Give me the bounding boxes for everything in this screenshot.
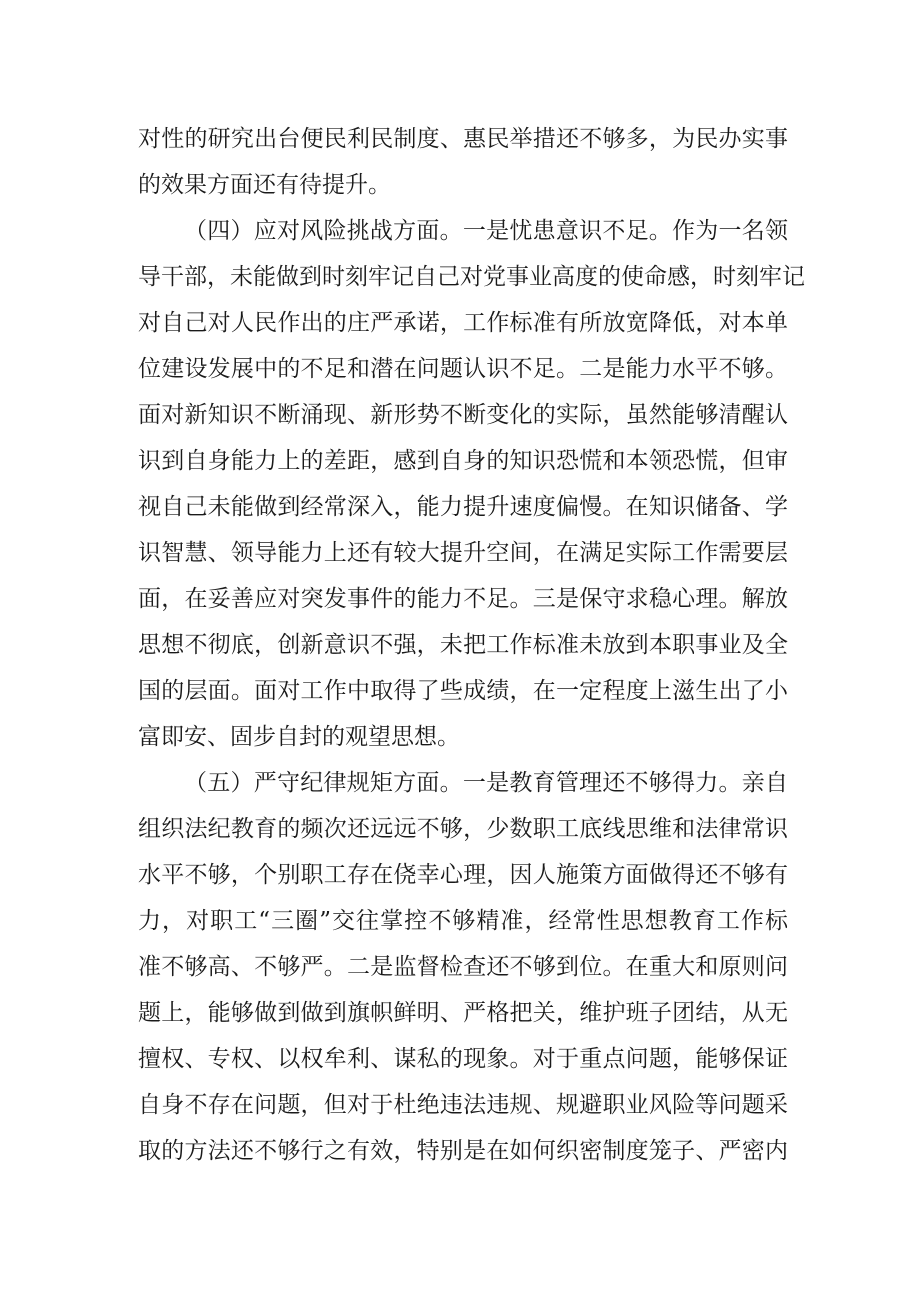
text-line: 位建设发展中的不足和潜在问题认识不足。二是能力水平不够。 bbox=[138, 356, 788, 382]
text-line: 面，在妥善应对突发事件的能力不足。三是保守求稳心理。解放 bbox=[138, 586, 788, 612]
text-line: 富即安、固步自封的观望思想。 bbox=[138, 724, 460, 750]
text-line: 题上，能够做到做到旗帜鲜明、严格把关，维护班子团结，从无 bbox=[138, 1000, 788, 1026]
text-line: 面对新知识不断涌现、新形势不断变化的实际，虽然能够清醒认 bbox=[138, 402, 788, 428]
text-line: 对性的研究出台便民利民制度、惠民举措还不够多，为民办实事 bbox=[138, 126, 788, 152]
text-line: 导干部，未能做到时刻牢记自己对党事业高度的使命感，时刻牢记 bbox=[138, 264, 805, 290]
text-line: 对自己对人民作出的庄严承诺，工作标准有所放宽降低，对本单 bbox=[138, 310, 788, 336]
text-line: 的效果方面还有待提升。 bbox=[138, 172, 391, 198]
text-line: 擅权、专权、以权牟利、谋私的现象。对于重点问题，能够保证 bbox=[138, 1046, 788, 1072]
text-line: 准不够高、不够严。二是监督检查还不够到位。在重大和原则问 bbox=[138, 954, 788, 980]
text-line: 思想不彻底，创新意识不强，未把工作标准未放到本职事业及全 bbox=[138, 632, 788, 658]
text-line: 水平不够，个别职工存在侥幸心理，因人施策方面做得还不够有 bbox=[138, 862, 788, 888]
text-line: 力，对职工“三圈”交往掌控不够精准，经常性思想教育工作标 bbox=[138, 908, 788, 934]
text-line: 视自己未能做到经常深入，能力提升速度偏慢。在知识储备、学 bbox=[138, 494, 788, 520]
text-line: 取的方法还不够行之有效，特别是在如何织密制度笼子、严密内 bbox=[138, 1138, 788, 1164]
section-5-heading-line: （五）严守纪律规矩方面。一是教育管理还不够得力。亲自 bbox=[184, 770, 788, 796]
text-line: 国的层面。面对工作中取得了些成绩，在一定程度上滋生出了小 bbox=[138, 678, 788, 704]
text-line: 识智慧、领导能力上还有较大提升空间，在满足实际工作需要层 bbox=[138, 540, 788, 566]
text-line: 组织法纪教育的频次还远远不够，少数职工底线思维和法律常识 bbox=[138, 816, 788, 842]
section-4-heading-line: （四）应对风险挑战方面。一是忧患意识不足。作为一名领 bbox=[184, 218, 788, 244]
text-line: 识到自身能力上的差距，感到自身的知识恐慌和本领恐慌，但审 bbox=[138, 448, 788, 474]
text-line: 自身不存在问题，但对于杜绝违法违规、规避职业风险等问题采 bbox=[138, 1092, 788, 1118]
